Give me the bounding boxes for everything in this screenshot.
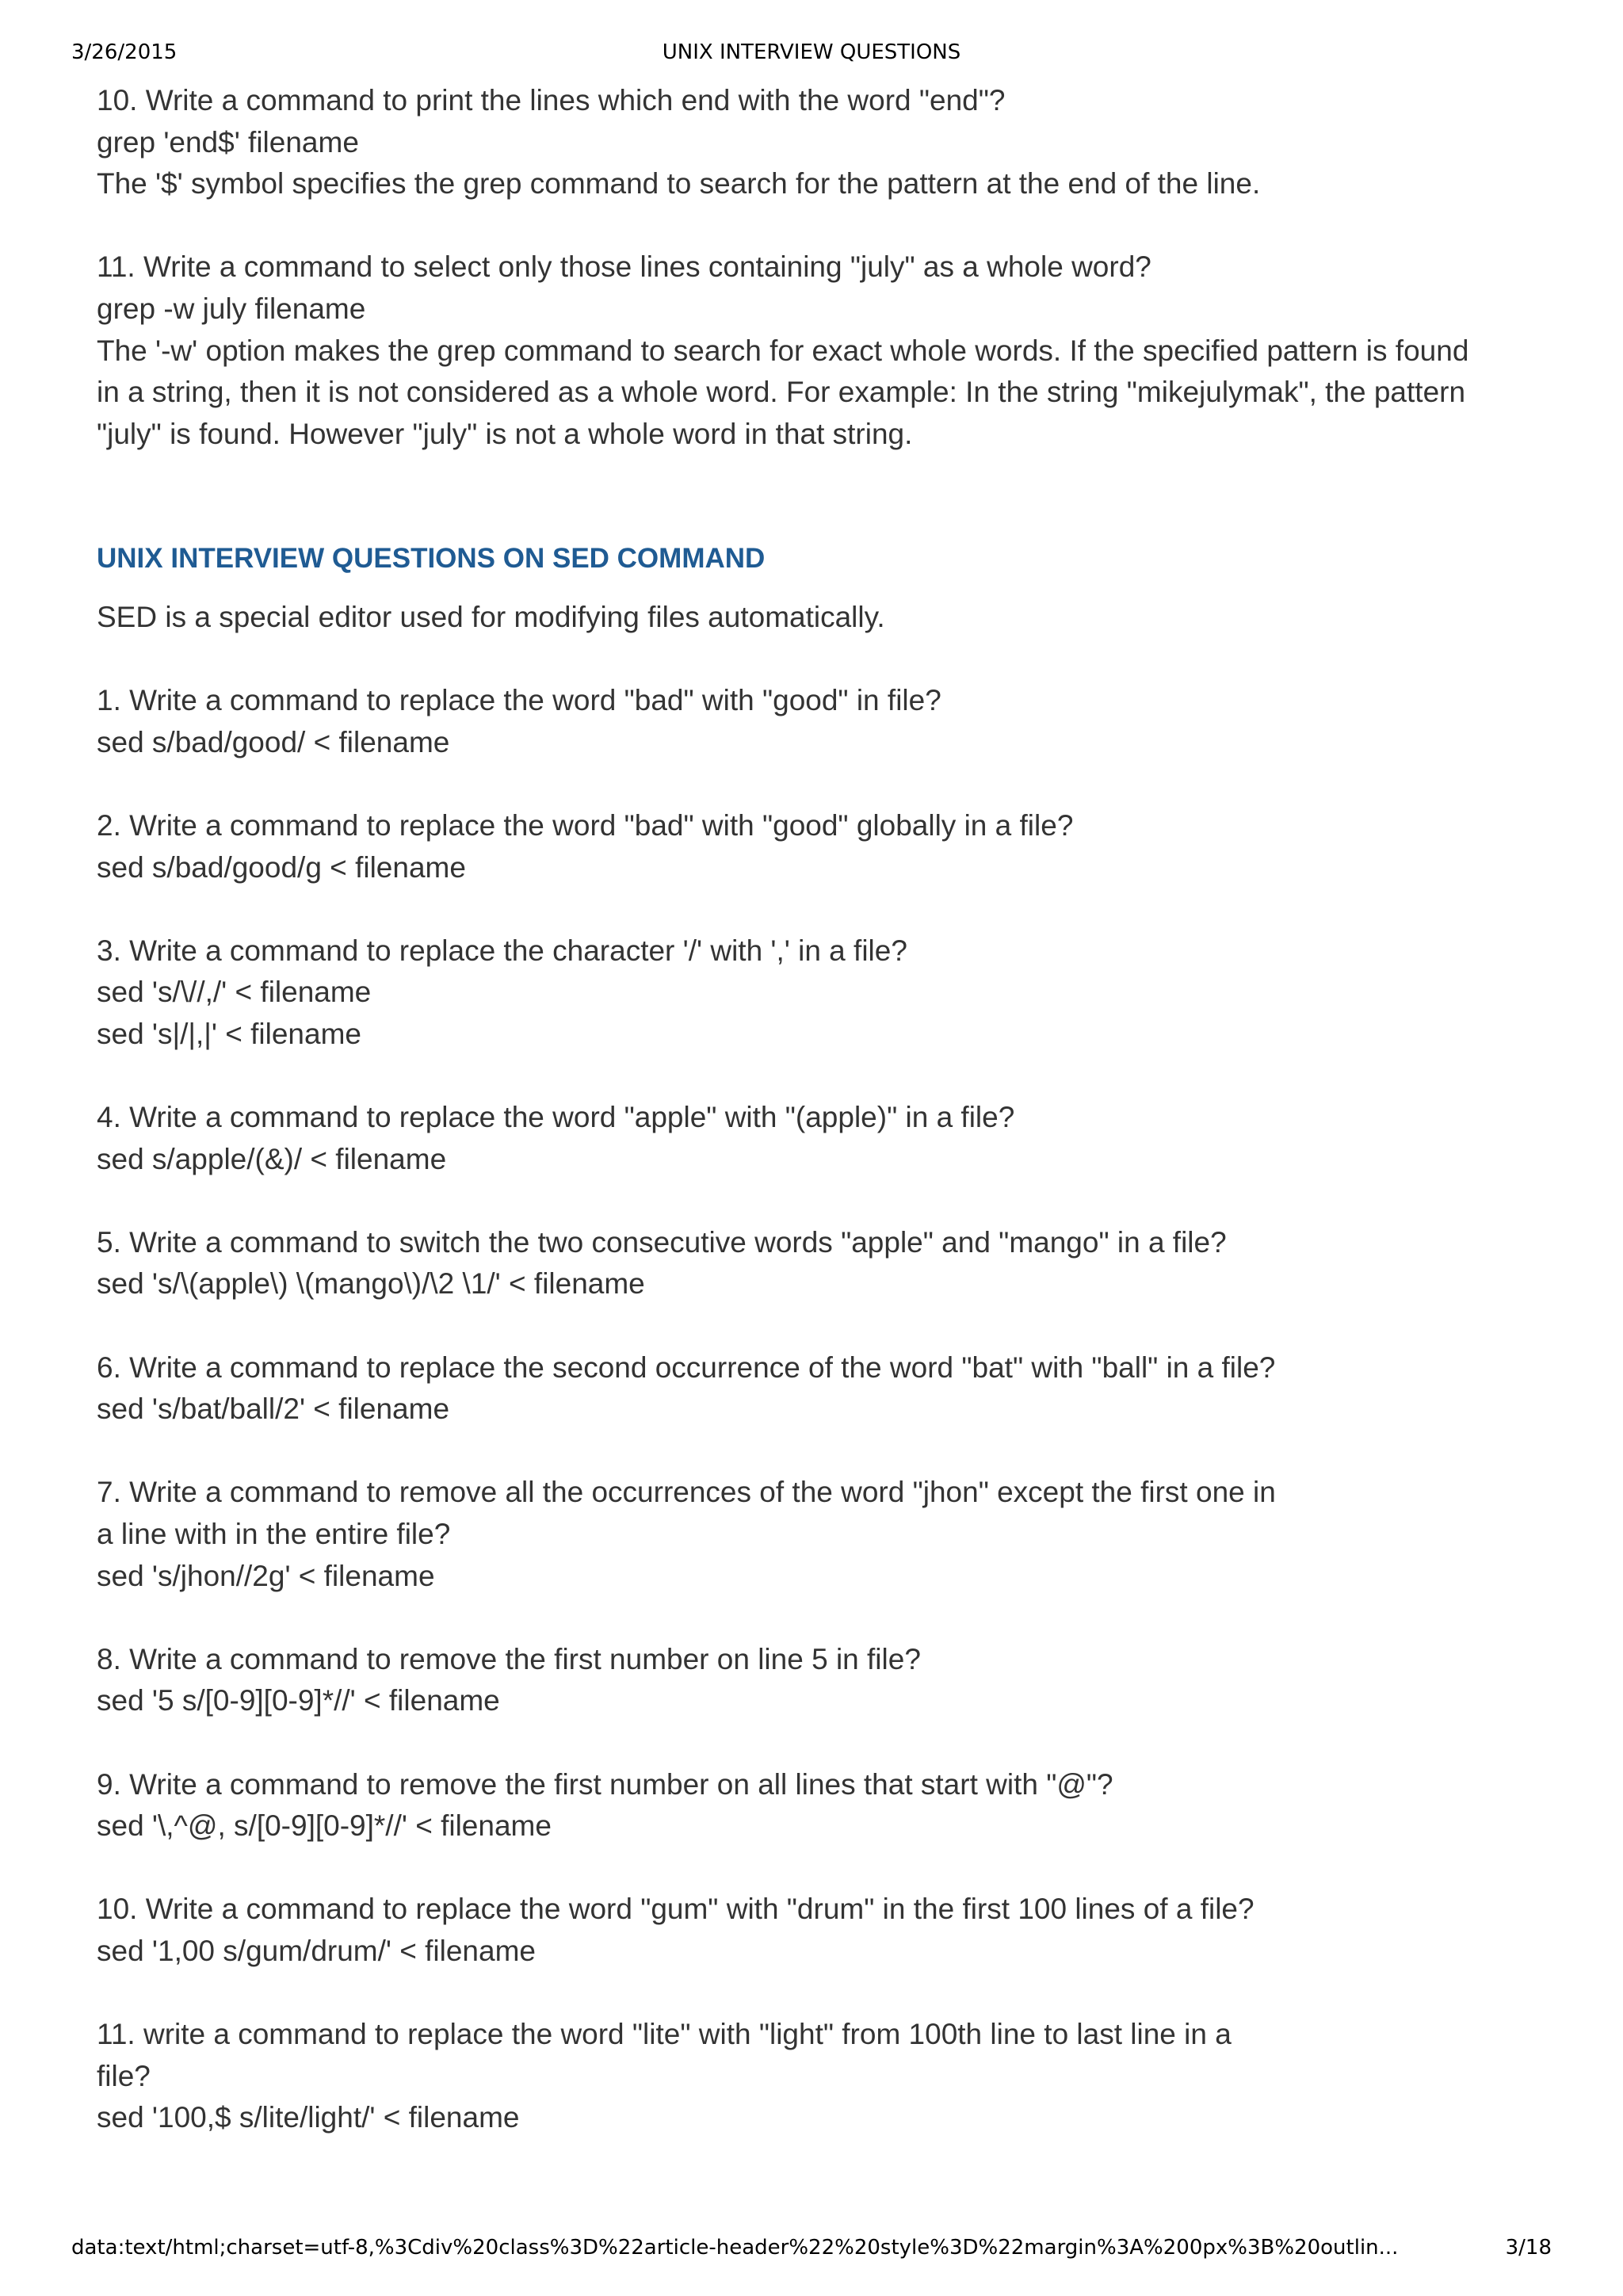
- answer-line: sed '\,^@, s/[0-9][0-9]*//' < filename: [97, 1809, 552, 1843]
- qa-block: [97, 2014, 1547, 2139]
- question-text: 4. Write a command to replace the word "apple" with "(apple)" in a file?: [97, 1101, 1015, 1134]
- answer-line: grep -w july filename: [97, 292, 366, 325]
- qa-block: [97, 80, 1547, 205]
- sed-questions: [97, 680, 1547, 2139]
- answer-line: sed 's/\//,/' < filename: [97, 976, 372, 1009]
- answer-line: "july" is found. However "july" is not a whole word in that string.: [97, 417, 913, 450]
- answer-line: in a string, then it is not considered as a whole word. For example: In the string "mikejulymak", the pattern: [97, 376, 1466, 409]
- answer-line: sed 's/jhon//2g' < filename: [97, 1559, 435, 1592]
- answer-line: sed 's/\(apple\) \(mango\)/\2 \1/' < filename: [97, 1267, 645, 1301]
- question-text: 7. Write a command to remove all the occurrences of the word "jhon" except the first one in: [97, 1476, 1276, 1509]
- answer-line: sed '5 s/[0-9][0-9]*//' < filename: [97, 1684, 500, 1717]
- section-intro: SED is a special editor used for modifying files automatically.: [97, 600, 885, 633]
- question-text: 10. Write a command to replace the word "gum" with "drum" in the first 100 lines of a file?: [97, 1893, 1254, 1926]
- qa-block: [97, 680, 1547, 763]
- qa-block: [97, 1764, 1547, 1847]
- qa-block: [97, 1639, 1547, 1722]
- answer-line: a line with in the entire file?: [97, 1518, 451, 1550]
- qa-block: [97, 1472, 1547, 1597]
- answer-line: file?: [97, 2059, 151, 2092]
- question-text: 6. Write a command to replace the second occurrence of the word "bat" with "ball" in a file?: [97, 1350, 1276, 1384]
- question-text: 3. Write a command to replace the character '/' with ',' in a file?: [97, 934, 907, 967]
- answer-line: sed s/bad/good/ < filename: [97, 725, 450, 758]
- page-number: 3/18: [1505, 2236, 1552, 2260]
- qa-block: [97, 930, 1547, 1056]
- qa-block: [97, 1222, 1547, 1305]
- answer-line: sed s/apple/(&)/ < filename: [97, 1142, 447, 1175]
- answer-line: sed '100,$ s/lite/light/' < filename: [97, 2101, 520, 2134]
- question-text: 9. Write a command to remove the first number on all lines that start with "@"?: [97, 1767, 1113, 1801]
- question-text: 8. Write a command to remove the first number on line 5 in file?: [97, 1642, 921, 1675]
- question-text: 11. Write a command to select only those lines containing "july" as a whole word?: [97, 250, 1151, 284]
- answer-line: sed '1,00 s/gum/drum/' < filename: [97, 1934, 536, 1967]
- question-text: 10. Write a command to print the lines which end with the word "end"?: [97, 84, 1006, 117]
- qa-block: [97, 1889, 1547, 1972]
- question-text: 2. Write a command to replace the word "bad" with "good" globally in a file?: [97, 808, 1074, 842]
- answer-line: grep 'end$' filename: [97, 125, 359, 159]
- question-text: 1. Write a command to replace the word "bad" with "good" in file?: [97, 684, 941, 717]
- print-date: 3/26/2015: [71, 40, 178, 64]
- qa-block: [97, 246, 1547, 455]
- section-heading: UNIX INTERVIEW QUESTIONS ON SED COMMAND: [97, 543, 766, 575]
- grep-questions: [97, 80, 1547, 455]
- footer-url: data:text/html;charset=utf-8,%3Cdiv%20class%3D%22article-header%22%20style%3D%22margin%3A%200px%3B%20outlin...: [71, 2236, 1399, 2260]
- question-text: 5. Write a command to switch the two consecutive words "apple" and "mango" in a file?: [97, 1225, 1227, 1259]
- qa-block: [97, 1347, 1547, 1431]
- page-header-title: UNIX INTERVIEW QUESTIONS: [662, 40, 961, 64]
- document-body: [97, 80, 1547, 2181]
- answer-line: sed 's/bat/ball/2' < filename: [97, 1392, 450, 1426]
- answer-line: sed s/bad/good/g < filename: [97, 850, 466, 884]
- answer-line: The '$' symbol specifies the grep command to search for the pattern at the end of the line.: [97, 167, 1261, 201]
- answer-line: The '-w' option makes the grep command to search for exact whole words. If the specified pattern is found: [97, 334, 1469, 367]
- qa-block: [97, 805, 1547, 888]
- answer-line: sed 's|/|,|' < filename: [97, 1017, 361, 1050]
- question-text: 11. write a command to replace the word "lite" with "light" from 100th line to last line in a: [97, 2018, 1232, 2051]
- qa-block: [97, 1097, 1547, 1180]
